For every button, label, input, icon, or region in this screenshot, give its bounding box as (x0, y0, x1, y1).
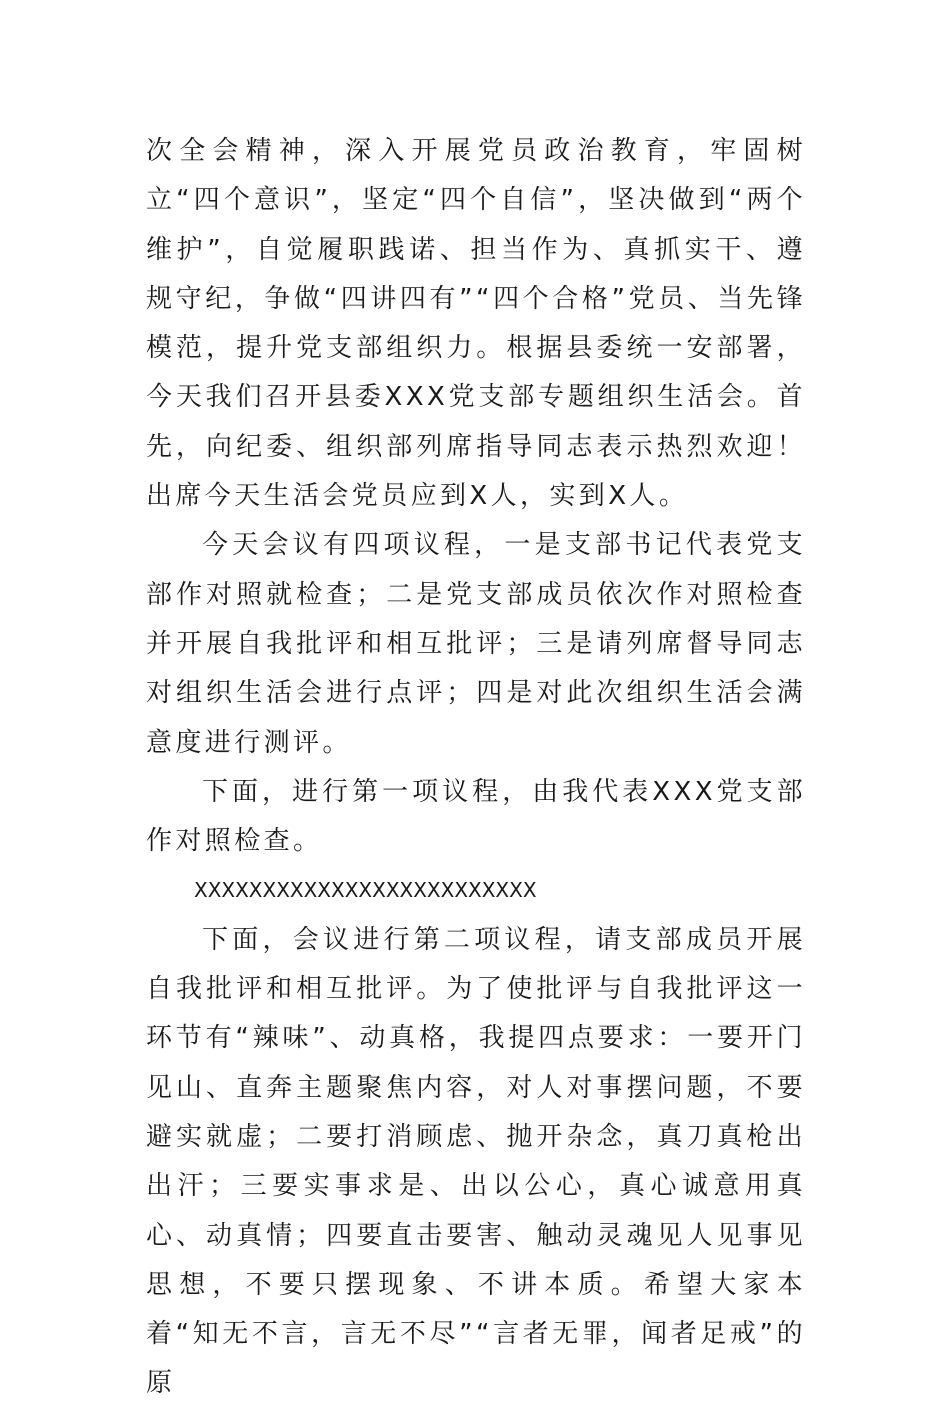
paragraph-second-item: 下面，会议进行第二项议程，请支部成员开展自我批评和相互批评。为了使批评与自我批评这一环节有“辣味”、动真格，我提四点要求：一要开门见山、直奔主题聚焦内容，对人对事摆问题，不要避实就虚；二要打消顾虑、抛开杂念，真刀真枪出出汗；三要实事求是、出以公心，真心诚意用真心、动真情；四要直击要害、触动灵魂见人见事见思想，不要只摆现象、不讲本质。希望大家本着“知无不言，言无不尽”“言者无罪，闻者足戒”的原 (146, 924, 806, 1399)
paragraph-first-item: 下面，进行第一项议程，由我代表XXX党支部作对照检查。 (146, 776, 806, 857)
paragraph-placeholder: XXXXXXXXXXXXXXXXXXXXXXXXX (194, 878, 537, 903)
paragraph-opening: 次全会精神，深入开展党员政治教育，牢固树立“四个意识”，坚定“四个自信”，坚决做到“两个维护”，自觉履职践诺、担当作为、真抓实干、遵规守纪，争做“四讲四有”“四个合格”党员、当先锋模范，提升党支部组织力。根据县委统一安部署，今天我们召开县委XXX党支部专题组织生活会。首先，向纪委、组织部列席指导同志表示热烈欢迎！出席今天生活会党员应到X人，实到X人。 (146, 136, 806, 512)
paragraph-agenda: 今天会议有四项议程，一是支部书记代表党支部作对照就检查；二是党支部成员依次作对照检查并开展自我批评和相互批评；三是请列席督导同志对组织生活会进行点评；四是对此次组织生活会满意度进行测评。 (146, 530, 806, 758)
document-body (146, 127, 806, 1409)
